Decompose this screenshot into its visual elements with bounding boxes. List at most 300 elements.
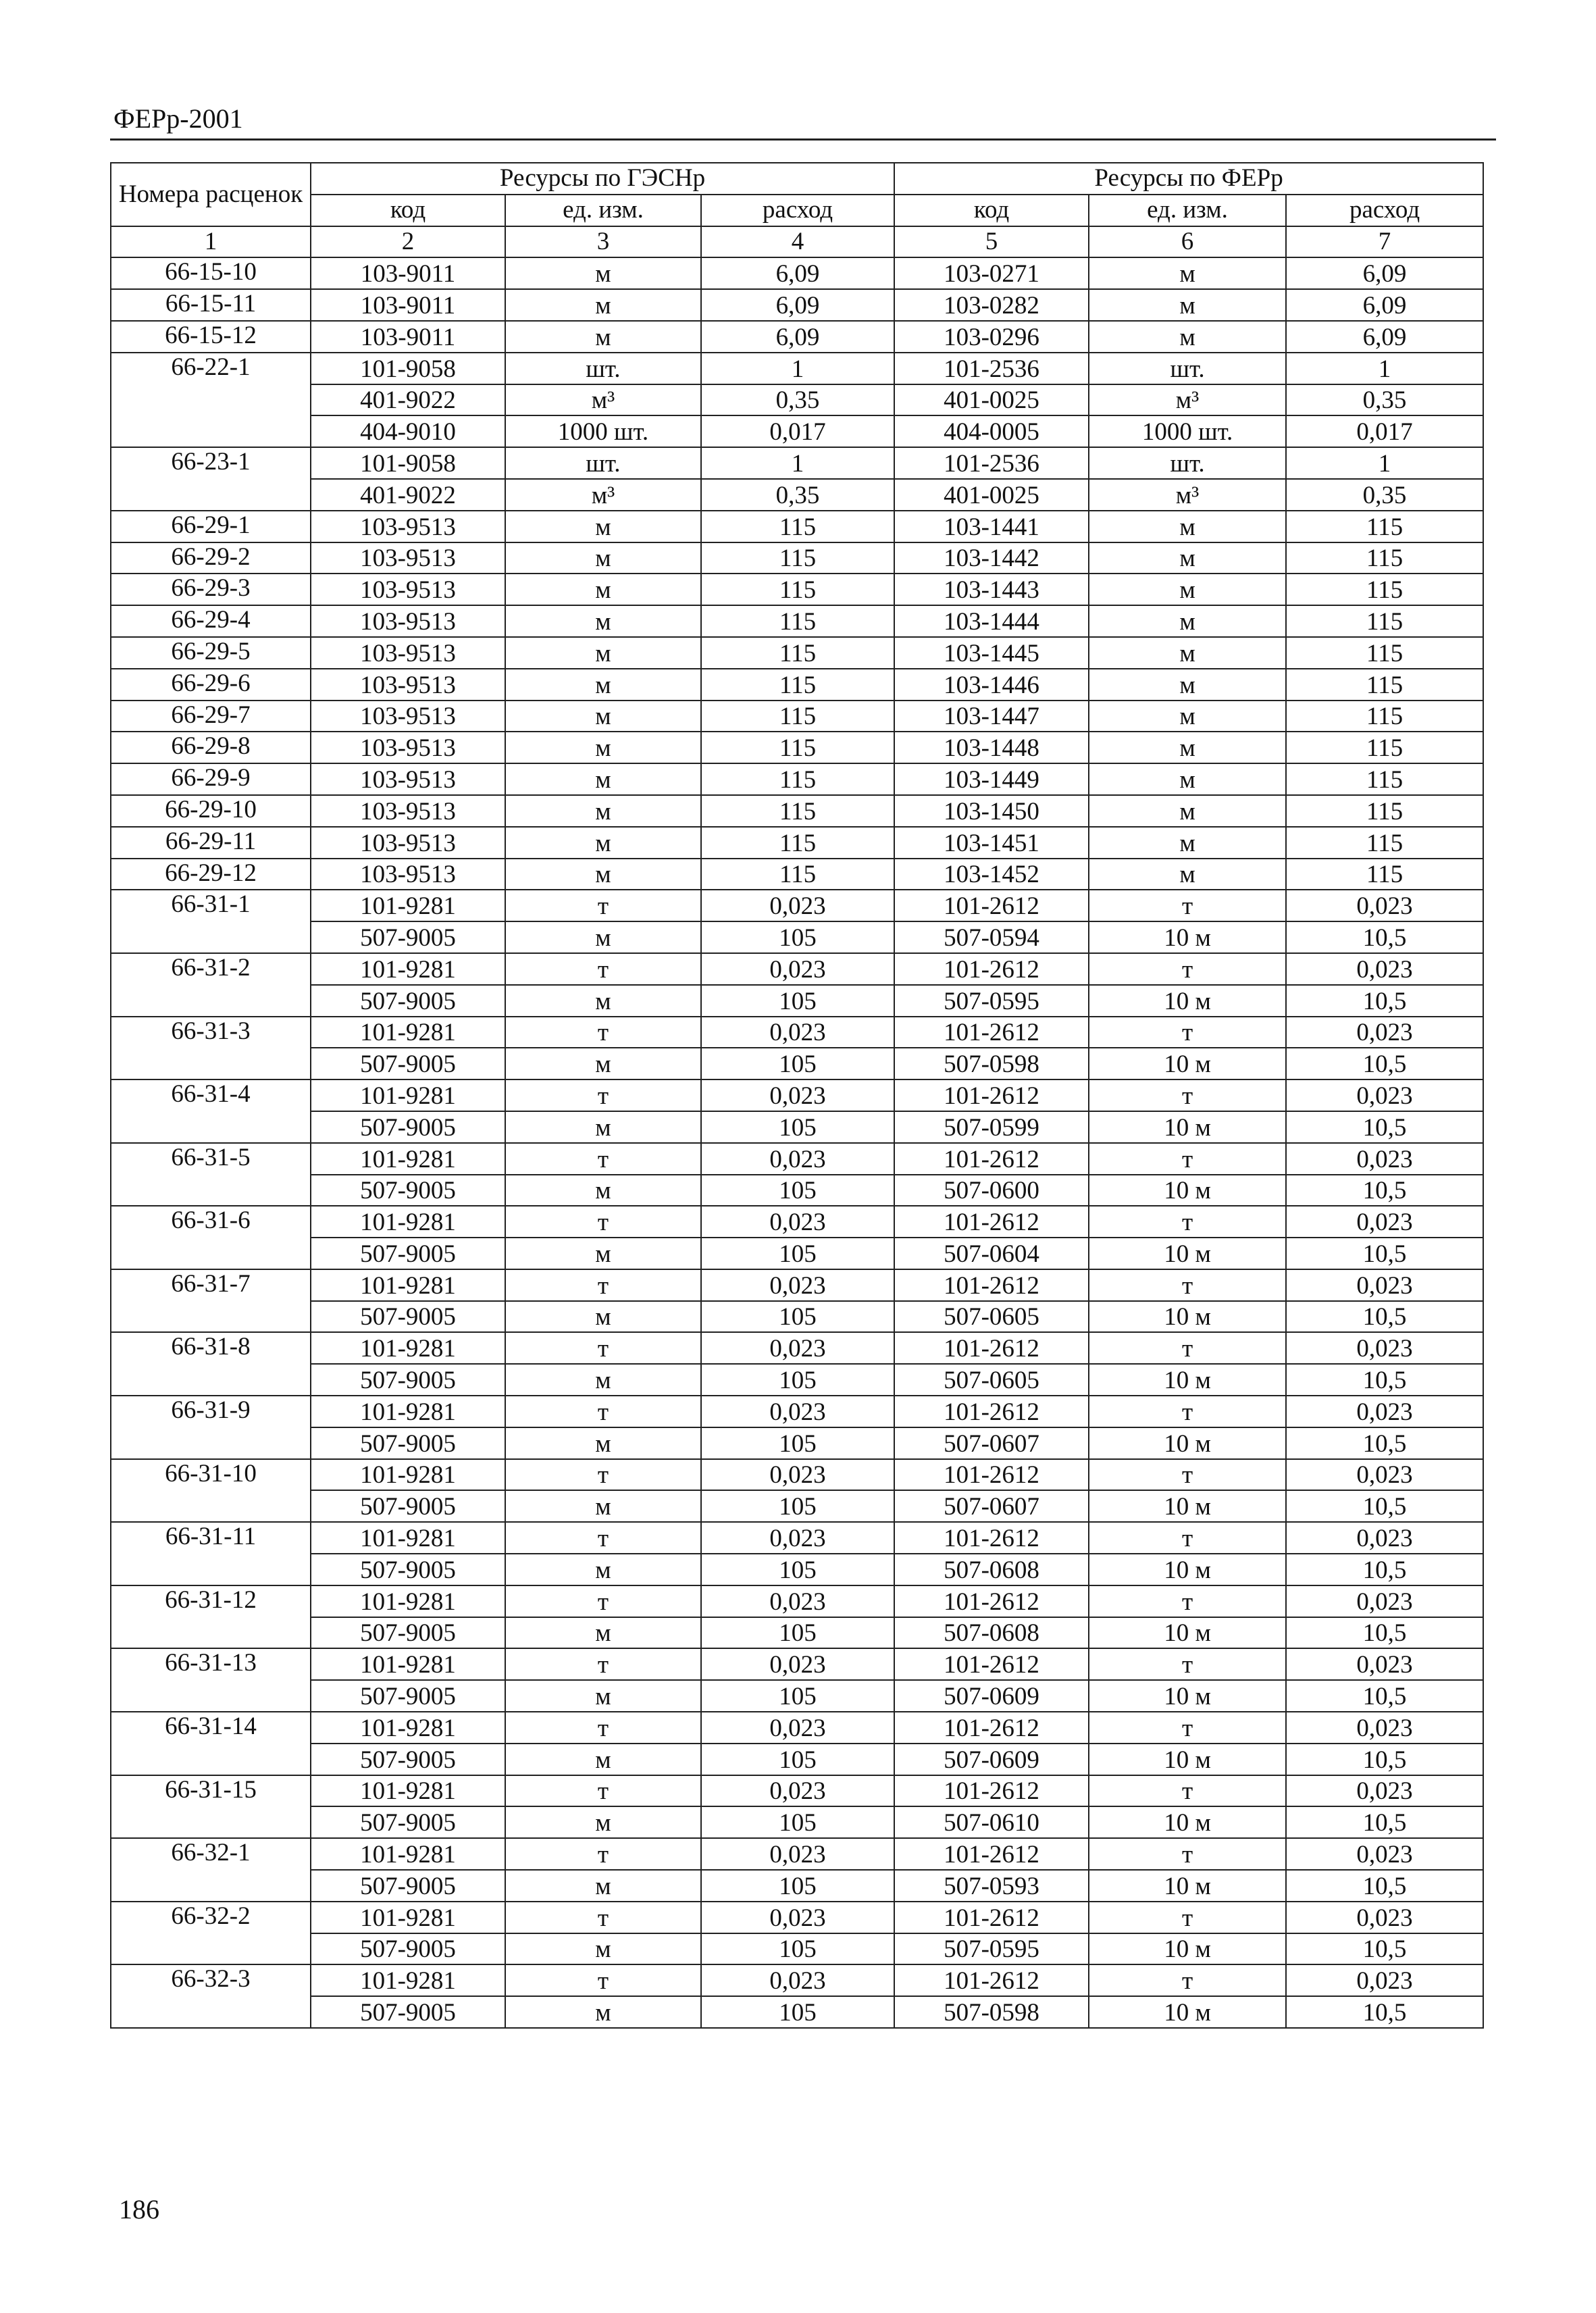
fer-consumption-cell: 0,35 xyxy=(1286,384,1483,416)
fer-consumption-cell: 0,023 xyxy=(1286,1017,1483,1048)
rate-number-cell: 66-15-12 xyxy=(111,321,311,353)
fer-unit-cell: 10 м xyxy=(1089,1617,1286,1649)
gesn-code-cell: 101-9281 xyxy=(311,1964,505,1996)
gesn-consumption-cell: 105 xyxy=(701,1175,894,1206)
gesn-code-cell: 401-9022 xyxy=(311,479,505,511)
rate-number-cell: 66-29-5 xyxy=(111,637,311,669)
fer-consumption-cell: 0,023 xyxy=(1286,1648,1483,1680)
fer-unit-cell: т xyxy=(1089,1585,1286,1617)
fer-unit-cell: 10 м xyxy=(1089,1680,1286,1712)
fer-consumption-cell: 115 xyxy=(1286,511,1483,542)
gesn-code-cell: 507-9005 xyxy=(311,1617,505,1649)
fer-code-cell: 507-0608 xyxy=(894,1554,1089,1585)
rate-number-cell: 66-31-12 xyxy=(111,1585,311,1649)
gesn-code-cell: 507-9005 xyxy=(311,1427,505,1459)
table-row xyxy=(111,669,1483,701)
fer-unit-cell: 1000 шт. xyxy=(1089,415,1286,447)
fer-resources-header: Ресурсы по ФЕРр xyxy=(894,163,1483,195)
table-row xyxy=(111,1143,1483,1175)
fer-unit-cell: т xyxy=(1089,1902,1286,1933)
fer-code-cell: 103-1452 xyxy=(894,859,1089,890)
gesn-unit-cell: м xyxy=(505,321,701,353)
gesn-code-cell: 507-9005 xyxy=(311,921,505,953)
fer-code-cell: 507-0599 xyxy=(894,1111,1089,1143)
gesn-unit-cell: м xyxy=(505,732,701,763)
gesn-unit-cell: м xyxy=(505,827,701,859)
table-row xyxy=(111,1996,1483,2028)
fer-code-cell: 101-2612 xyxy=(894,1775,1089,1807)
gesn-code-cell: 507-9005 xyxy=(311,1933,505,1965)
fer-consumption-cell: 10,5 xyxy=(1286,1680,1483,1712)
fer-consumption-cell: 0,023 xyxy=(1286,1585,1483,1617)
fer-unit-cell: шт. xyxy=(1089,447,1286,479)
gesn-unit-cell: т xyxy=(505,1269,701,1301)
fer-code-cell: 101-2612 xyxy=(894,890,1089,921)
fer-code-cell: 507-0609 xyxy=(894,1744,1089,1775)
fer-code-cell: 101-2612 xyxy=(894,1902,1089,1933)
gesn-consumption-cell: 105 xyxy=(701,1933,894,1965)
table-row xyxy=(111,1364,1483,1396)
rate-number-cell: 66-29-10 xyxy=(111,795,311,827)
rate-number-cell: 66-31-11 xyxy=(111,1522,311,1585)
gesn-code-cell: 101-9281 xyxy=(311,1206,505,1238)
fer-consumption-cell: 0,023 xyxy=(1286,1332,1483,1364)
fer-code-cell: 103-1443 xyxy=(894,574,1089,605)
gesn-consumption-cell: 0,023 xyxy=(701,1838,894,1870)
rate-number-cell: 66-31-3 xyxy=(111,1017,311,1080)
fer-unit-cell: т xyxy=(1089,1017,1286,1048)
table-head xyxy=(111,163,1483,257)
gesn-consumption-cell: 0,023 xyxy=(701,1648,894,1680)
rate-number-cell: 66-31-2 xyxy=(111,953,311,1017)
fer-consumption-cell: 0,023 xyxy=(1286,1964,1483,1996)
fer-consumption-cell: 10,5 xyxy=(1286,1364,1483,1396)
gesn-code-cell: 101-9281 xyxy=(311,1775,505,1807)
gesn-code-header: код xyxy=(311,195,505,226)
gesn-unit-cell: м xyxy=(505,1301,701,1333)
table-row xyxy=(111,542,1483,574)
table-row xyxy=(111,1332,1483,1364)
table-row xyxy=(111,1585,1483,1617)
gesn-resources-header: Ресурсы по ГЭСНр xyxy=(311,163,894,195)
table-row xyxy=(111,1712,1483,1744)
fer-code-cell: 101-2612 xyxy=(894,1017,1089,1048)
fer-unit-cell: 10 м xyxy=(1089,1048,1286,1079)
fer-code-cell: 101-2612 xyxy=(894,1459,1089,1491)
gesn-consumption-cell: 0,023 xyxy=(701,1269,894,1301)
gesn-consumption-cell: 105 xyxy=(701,1490,894,1522)
gesn-consumption-header: расход xyxy=(701,195,894,226)
gesn-unit-cell: 1000 шт. xyxy=(505,415,701,447)
gesn-code-cell: 103-9513 xyxy=(311,763,505,795)
fer-code-cell: 101-2612 xyxy=(894,1396,1089,1427)
gesn-consumption-cell: 6,09 xyxy=(701,257,894,289)
fer-code-cell: 103-1448 xyxy=(894,732,1089,763)
fer-code-cell: 507-0605 xyxy=(894,1301,1089,1333)
table-row xyxy=(111,1617,1483,1649)
fer-code-cell: 101-2612 xyxy=(894,1079,1089,1111)
fer-unit-cell: т xyxy=(1089,1522,1286,1554)
gesn-unit-cell: м xyxy=(505,1680,701,1712)
gesn-consumption-cell: 0,023 xyxy=(701,1459,894,1491)
fer-consumption-cell: 115 xyxy=(1286,732,1483,763)
fer-code-cell: 103-1442 xyxy=(894,542,1089,574)
gesn-consumption-cell: 1 xyxy=(701,447,894,479)
fer-unit-cell: 10 м xyxy=(1089,1933,1286,1965)
fer-unit-cell: т xyxy=(1089,953,1286,985)
table-row xyxy=(111,985,1483,1017)
resources-table xyxy=(110,162,1484,2029)
gesn-code-cell: 507-9005 xyxy=(311,1806,505,1838)
rate-number-cell: 66-31-9 xyxy=(111,1396,311,1459)
fer-consumption-cell: 10,5 xyxy=(1286,1427,1483,1459)
fer-code-cell: 103-1451 xyxy=(894,827,1089,859)
fer-unit-cell: м xyxy=(1089,511,1286,542)
gesn-consumption-cell: 0,023 xyxy=(701,1332,894,1364)
fer-consumption-cell: 10,5 xyxy=(1286,1806,1483,1838)
rate-number-cell: 66-31-13 xyxy=(111,1648,311,1712)
fer-consumption-cell: 0,023 xyxy=(1286,1206,1483,1238)
fer-unit-cell: 10 м xyxy=(1089,1996,1286,2028)
fer-unit-cell: т xyxy=(1089,890,1286,921)
fer-unit-cell: 10 м xyxy=(1089,1744,1286,1775)
gesn-unit-cell: м xyxy=(505,605,701,637)
gesn-consumption-cell: 105 xyxy=(701,985,894,1017)
gesn-consumption-cell: 115 xyxy=(701,669,894,701)
gesn-consumption-cell: 105 xyxy=(701,1870,894,1902)
gesn-unit-cell: т xyxy=(505,1902,701,1933)
table-row xyxy=(111,1427,1483,1459)
gesn-consumption-cell: 105 xyxy=(701,1554,894,1585)
gesn-consumption-cell: 0,023 xyxy=(701,1143,894,1175)
fer-code-cell: 507-0598 xyxy=(894,1996,1089,2028)
gesn-unit-cell: м xyxy=(505,795,701,827)
table-row xyxy=(111,1048,1483,1079)
column-number: 5 xyxy=(894,226,1089,258)
table-row xyxy=(111,1964,1483,1996)
gesn-consumption-cell: 0,023 xyxy=(701,1522,894,1554)
fer-consumption-cell: 10,5 xyxy=(1286,1490,1483,1522)
gesn-code-cell: 103-9513 xyxy=(311,859,505,890)
fer-consumption-cell: 10,5 xyxy=(1286,1744,1483,1775)
column-number: 2 xyxy=(311,226,505,258)
gesn-code-cell: 101-9281 xyxy=(311,1838,505,1870)
gesn-code-cell: 401-9022 xyxy=(311,384,505,416)
gesn-unit-cell: м xyxy=(505,574,701,605)
gesn-unit-cell: м xyxy=(505,511,701,542)
gesn-unit-header: ед. изм. xyxy=(505,195,701,226)
rate-number-cell: 66-29-4 xyxy=(111,605,311,637)
fer-unit-cell: т xyxy=(1089,1712,1286,1744)
gesn-unit-cell: м xyxy=(505,763,701,795)
gesn-consumption-cell: 0,017 xyxy=(701,415,894,447)
fer-consumption-cell: 10,5 xyxy=(1286,985,1483,1017)
fer-code-cell: 103-1445 xyxy=(894,637,1089,669)
table-row xyxy=(111,1554,1483,1585)
gesn-code-cell: 507-9005 xyxy=(311,1111,505,1143)
gesn-consumption-cell: 0,35 xyxy=(701,479,894,511)
rate-number-cell: 66-29-2 xyxy=(111,542,311,574)
fer-unit-cell: т xyxy=(1089,1143,1286,1175)
gesn-consumption-cell: 105 xyxy=(701,1806,894,1838)
table-row xyxy=(111,479,1483,511)
gesn-unit-cell: т xyxy=(505,1648,701,1680)
gesn-unit-cell: м xyxy=(505,859,701,890)
fer-code-cell: 101-2612 xyxy=(894,1585,1089,1617)
gesn-unit-cell: м xyxy=(505,1870,701,1902)
gesn-consumption-cell: 0,023 xyxy=(701,1585,894,1617)
gesn-consumption-cell: 0,023 xyxy=(701,953,894,985)
fer-unit-cell: м xyxy=(1089,289,1286,321)
gesn-consumption-cell: 115 xyxy=(701,574,894,605)
fer-unit-cell: м xyxy=(1089,859,1286,890)
fer-consumption-cell: 0,023 xyxy=(1286,1143,1483,1175)
gesn-consumption-cell: 115 xyxy=(701,605,894,637)
fer-consumption-cell: 1 xyxy=(1286,353,1483,384)
fer-consumption-cell: 10,5 xyxy=(1286,1996,1483,2028)
gesn-code-cell: 507-9005 xyxy=(311,1301,505,1333)
rate-number-cell: 66-29-1 xyxy=(111,511,311,542)
fer-consumption-cell: 115 xyxy=(1286,637,1483,669)
table-row xyxy=(111,1017,1483,1048)
fer-unit-cell: м xyxy=(1089,795,1286,827)
fer-consumption-cell: 0,017 xyxy=(1286,415,1483,447)
fer-code-cell: 101-2612 xyxy=(894,1648,1089,1680)
gesn-unit-cell: м xyxy=(505,1806,701,1838)
fer-unit-cell: 10 м xyxy=(1089,1490,1286,1522)
rate-number-cell: 66-31-7 xyxy=(111,1269,311,1333)
gesn-unit-cell: м xyxy=(505,1744,701,1775)
fer-unit-cell: шт. xyxy=(1089,353,1286,384)
gesn-code-cell: 101-9058 xyxy=(311,353,505,384)
fer-unit-cell: м³ xyxy=(1089,479,1286,511)
fer-code-cell: 101-2612 xyxy=(894,953,1089,985)
fer-unit-cell: м xyxy=(1089,669,1286,701)
gesn-unit-cell: м xyxy=(505,257,701,289)
gesn-unit-cell: м xyxy=(505,1554,701,1585)
table-row xyxy=(111,921,1483,953)
gesn-consumption-cell: 105 xyxy=(701,921,894,953)
gesn-code-cell: 507-9005 xyxy=(311,1554,505,1585)
fer-code-cell: 103-1449 xyxy=(894,763,1089,795)
table-row xyxy=(111,1744,1483,1775)
gesn-unit-cell: м xyxy=(505,289,701,321)
gesn-unit-cell: м xyxy=(505,701,701,732)
rate-number-cell: 66-29-8 xyxy=(111,732,311,763)
gesn-unit-cell: м xyxy=(505,1111,701,1143)
gesn-consumption-cell: 105 xyxy=(701,1111,894,1143)
fer-code-cell: 101-2612 xyxy=(894,1206,1089,1238)
fer-unit-cell: м xyxy=(1089,637,1286,669)
rate-number-cell: 66-31-8 xyxy=(111,1332,311,1396)
gesn-unit-cell: т xyxy=(505,1964,701,1996)
fer-code-cell: 507-0607 xyxy=(894,1490,1089,1522)
fer-code-cell: 507-0604 xyxy=(894,1238,1089,1269)
table-row xyxy=(111,1175,1483,1206)
fer-unit-cell: т xyxy=(1089,1459,1286,1491)
rate-number-cell: 66-29-12 xyxy=(111,859,311,890)
gesn-consumption-cell: 115 xyxy=(701,763,894,795)
table-row xyxy=(111,637,1483,669)
gesn-code-cell: 507-9005 xyxy=(311,1175,505,1206)
gesn-consumption-cell: 1 xyxy=(701,353,894,384)
fer-consumption-cell: 0,023 xyxy=(1286,1522,1483,1554)
table-row xyxy=(111,289,1483,321)
fer-unit-cell: т xyxy=(1089,1648,1286,1680)
table-row xyxy=(111,1269,1483,1301)
fer-consumption-cell: 0,023 xyxy=(1286,1838,1483,1870)
fer-unit-cell: м xyxy=(1089,605,1286,637)
rate-number-cell: 66-15-11 xyxy=(111,289,311,321)
gesn-consumption-cell: 0,023 xyxy=(701,1964,894,1996)
table-row xyxy=(111,574,1483,605)
gesn-code-cell: 101-9281 xyxy=(311,1332,505,1364)
fer-code-cell: 101-2612 xyxy=(894,1964,1089,1996)
gesn-consumption-cell: 105 xyxy=(701,1744,894,1775)
gesn-consumption-cell: 115 xyxy=(701,859,894,890)
fer-consumption-cell: 115 xyxy=(1286,574,1483,605)
fer-code-header: код xyxy=(894,195,1089,226)
table-row xyxy=(111,1206,1483,1238)
gesn-unit-cell: м xyxy=(505,1617,701,1649)
fer-consumption-cell: 6,09 xyxy=(1286,257,1483,289)
gesn-code-cell: 103-9513 xyxy=(311,732,505,763)
fer-consumption-cell: 0,023 xyxy=(1286,1079,1483,1111)
gesn-code-cell: 404-9010 xyxy=(311,415,505,447)
gesn-consumption-cell: 115 xyxy=(701,732,894,763)
fer-consumption-cell: 0,023 xyxy=(1286,1712,1483,1744)
gesn-consumption-cell: 0,023 xyxy=(701,1775,894,1807)
gesn-consumption-cell: 115 xyxy=(701,827,894,859)
fer-consumption-cell: 115 xyxy=(1286,542,1483,574)
fer-code-cell: 103-1446 xyxy=(894,669,1089,701)
gesn-unit-cell: м xyxy=(505,637,701,669)
gesn-consumption-cell: 105 xyxy=(701,1617,894,1649)
fer-code-cell: 103-0282 xyxy=(894,289,1089,321)
rate-number-cell: 66-29-6 xyxy=(111,669,311,701)
gesn-unit-cell: т xyxy=(505,1206,701,1238)
gesn-code-cell: 103-9011 xyxy=(311,321,505,353)
rate-number-cell: 66-31-14 xyxy=(111,1712,311,1775)
table-row xyxy=(111,1111,1483,1143)
gesn-unit-cell: м xyxy=(505,669,701,701)
rate-number-cell: 66-22-1 xyxy=(111,353,311,447)
fer-code-cell: 103-0296 xyxy=(894,321,1089,353)
fer-unit-cell: 10 м xyxy=(1089,1238,1286,1269)
table-row xyxy=(111,384,1483,416)
fer-consumption-cell: 0,023 xyxy=(1286,1396,1483,1427)
gesn-code-cell: 101-9281 xyxy=(311,953,505,985)
fer-consumption-cell: 0,023 xyxy=(1286,953,1483,985)
fer-consumption-cell: 115 xyxy=(1286,605,1483,637)
gesn-unit-cell: м xyxy=(505,1933,701,1965)
table-row xyxy=(111,890,1483,921)
gesn-consumption-cell: 0,023 xyxy=(701,1079,894,1111)
page-number: 186 xyxy=(119,2194,159,2225)
fer-unit-cell: м xyxy=(1089,701,1286,732)
gesn-code-cell: 103-9011 xyxy=(311,257,505,289)
gesn-code-cell: 103-9513 xyxy=(311,827,505,859)
rate-number-cell: 66-32-2 xyxy=(111,1902,311,1965)
fer-consumption-cell: 115 xyxy=(1286,701,1483,732)
fer-consumption-cell: 10,5 xyxy=(1286,921,1483,953)
fer-consumption-cell: 0,023 xyxy=(1286,1902,1483,1933)
gesn-consumption-cell: 0,023 xyxy=(701,890,894,921)
gesn-consumption-cell: 0,023 xyxy=(701,1206,894,1238)
table-row xyxy=(111,1522,1483,1554)
gesn-code-cell: 103-9513 xyxy=(311,511,505,542)
gesn-unit-cell: м xyxy=(505,1048,701,1079)
gesn-code-cell: 103-9513 xyxy=(311,574,505,605)
fer-consumption-cell: 10,5 xyxy=(1286,1301,1483,1333)
fer-unit-cell: 10 м xyxy=(1089,1111,1286,1143)
gesn-consumption-cell: 0,35 xyxy=(701,384,894,416)
gesn-unit-cell: т xyxy=(505,1396,701,1427)
table-row xyxy=(111,827,1483,859)
fer-code-cell: 101-2612 xyxy=(894,1143,1089,1175)
gesn-code-cell: 101-9281 xyxy=(311,1585,505,1617)
fer-code-cell: 103-1447 xyxy=(894,701,1089,732)
rate-number-cell: 66-29-11 xyxy=(111,827,311,859)
gesn-consumption-cell: 115 xyxy=(701,637,894,669)
fer-consumption-cell: 10,5 xyxy=(1286,1111,1483,1143)
fer-consumption-cell: 10,5 xyxy=(1286,1175,1483,1206)
fer-consumption-cell: 115 xyxy=(1286,795,1483,827)
gesn-consumption-cell: 6,09 xyxy=(701,289,894,321)
fer-consumption-cell: 10,5 xyxy=(1286,1048,1483,1079)
fer-code-cell: 101-2536 xyxy=(894,447,1089,479)
fer-consumption-cell: 10,5 xyxy=(1286,1870,1483,1902)
fer-unit-cell: т xyxy=(1089,1332,1286,1364)
fer-consumption-header: расход xyxy=(1286,195,1483,226)
gesn-code-cell: 101-9281 xyxy=(311,1902,505,1933)
fer-consumption-cell: 115 xyxy=(1286,827,1483,859)
table-row xyxy=(111,447,1483,479)
fer-unit-cell: 10 м xyxy=(1089,1364,1286,1396)
fer-unit-cell: т xyxy=(1089,1396,1286,1427)
rate-number-cell: 66-23-1 xyxy=(111,447,311,511)
table-row xyxy=(111,1648,1483,1680)
fer-consumption-cell: 1 xyxy=(1286,447,1483,479)
gesn-consumption-cell: 0,023 xyxy=(701,1712,894,1744)
fer-unit-cell: 10 м xyxy=(1089,1870,1286,1902)
table-row xyxy=(111,1806,1483,1838)
fer-unit-cell: т xyxy=(1089,1206,1286,1238)
fer-unit-cell: 10 м xyxy=(1089,1301,1286,1333)
gesn-code-cell: 101-9281 xyxy=(311,1712,505,1744)
gesn-unit-cell: м xyxy=(505,1364,701,1396)
table-row xyxy=(111,763,1483,795)
fer-code-cell: 103-0271 xyxy=(894,257,1089,289)
document-header-title: ФЕРр-2001 xyxy=(113,103,243,134)
fer-unit-header: ед. изм. xyxy=(1089,195,1286,226)
gesn-code-cell: 101-9281 xyxy=(311,1459,505,1491)
gesn-unit-cell: шт. xyxy=(505,447,701,479)
fer-unit-cell: т xyxy=(1089,1269,1286,1301)
gesn-code-cell: 103-9513 xyxy=(311,637,505,669)
gesn-consumption-cell: 115 xyxy=(701,511,894,542)
fer-code-cell: 507-0598 xyxy=(894,1048,1089,1079)
fer-unit-cell: м xyxy=(1089,763,1286,795)
gesn-consumption-cell: 0,023 xyxy=(701,1902,894,1933)
gesn-code-cell: 507-9005 xyxy=(311,985,505,1017)
fer-code-cell: 103-1450 xyxy=(894,795,1089,827)
gesn-unit-cell: т xyxy=(505,1079,701,1111)
rate-number-cell: 66-32-1 xyxy=(111,1838,311,1902)
fer-consumption-cell: 6,09 xyxy=(1286,289,1483,321)
fer-code-cell: 103-1441 xyxy=(894,511,1089,542)
gesn-code-cell: 101-9281 xyxy=(311,1079,505,1111)
